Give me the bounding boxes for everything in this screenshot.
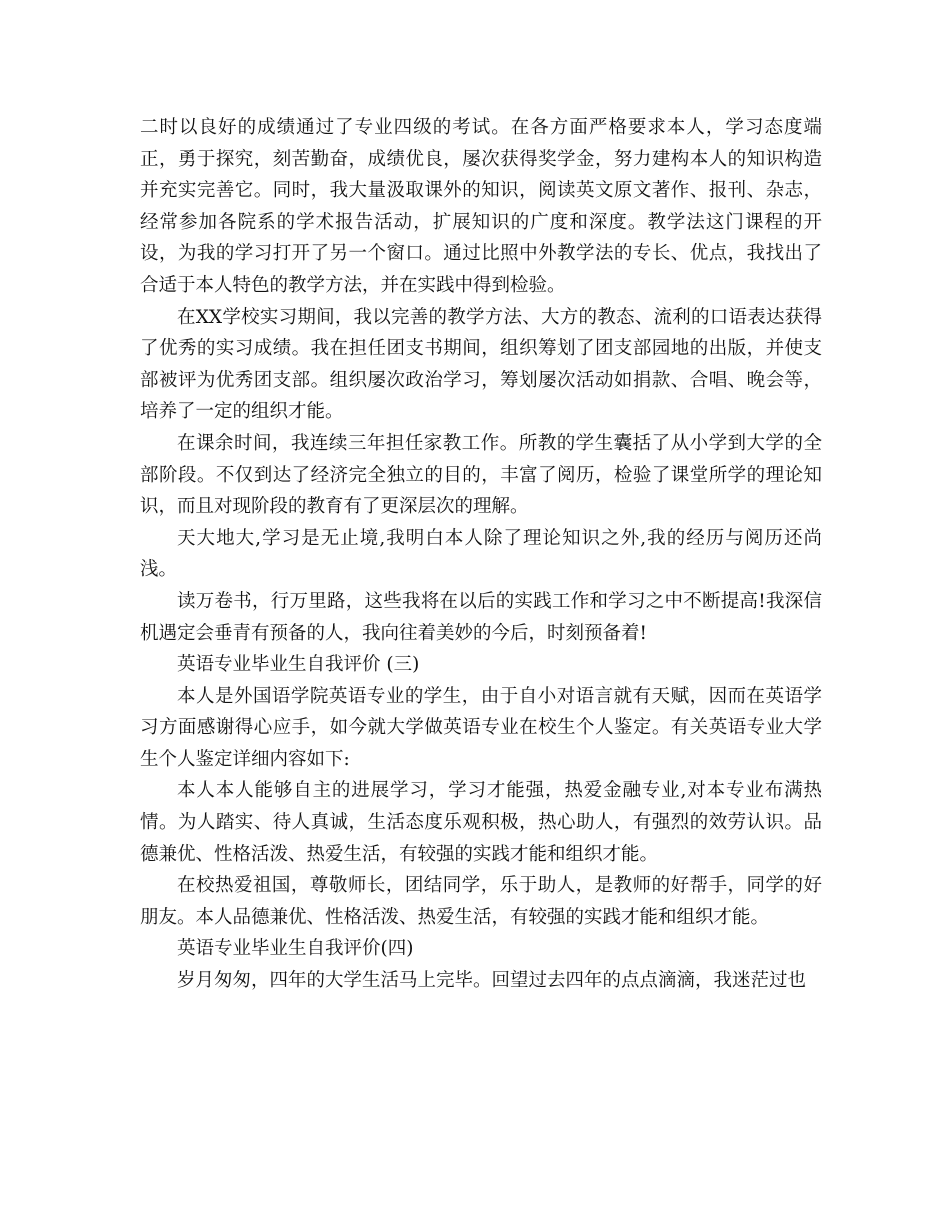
paragraph-abilities: 本人本人能够自主的进展学习，学习才能强，热爱金融专业,对本专业布满热情。为人踏实、待人真诚，生活态度乐观积极，热心助人，有强烈的效劳认识。品德兼优、性格活泼、热爱生活，有较强的实践才能和组织才能。	[140, 780, 822, 865]
paragraph-intro-three: 本人是外国语学院英语专业的学生，由于自小对语言就有天赋，因而在英语学习方面感谢得心应手，如今就大学做英语专业在校生个人鉴定。有关英语专业大学生个人鉴定详细内容如下:	[140, 685, 822, 770]
document-page	[140, 112, 822, 997]
paragraph-internship: 在XX学校实习期间，我以完善的教学方法、大方的教态、流利的口语表达获得了优秀的实习成绩。我在担任团支书期间，组织筹划了团支部园地的出版，并使支部被评为优秀团支部。组织屡次政治学习，筹划屡次活动如捐款、合唱、晚会等，培养了一定的组织才能。	[140, 306, 822, 423]
paragraph-future: 读万卷书，行万里路，这些我将在以后的实践工作和学习之中不断提高!我深信机遇定会垂青有预备的人，我向往着美妙的今后，时刻预备着!	[140, 590, 822, 644]
paragraph-tutoring: 在课余时间，我连续三年担任家教工作。所教的学生囊括了从小学到大学的全部阶段。不仅到达了经济完全独立的目的，丰富了阅历，检验了课堂所学的理论知识，而且对现阶段的教育有了更深层次的理解。	[140, 432, 822, 518]
paragraph-character: 在校热爱祖国，尊敬师长，团结同学，乐于助人，是教师的好帮手，同学的好朋友。本人品德兼优、性格活泼、热爱生活，有较强的实践才能和组织才能。	[140, 875, 822, 928]
paragraph-learning-endless: 天大地大,学习是无止境,我明白本人除了理论知识之外,我的经历与阅历还尚浅。	[140, 527, 822, 581]
paragraph-study-record: 二时以良好的成绩通过了专业四级的考试。在各方面严格要求本人，学习态度端正，勇于探究，刻苦勤奋，成绩优良，屡次获得奖学金，努力建构本人的知识构造并充实完善它。同时，我大量汲取课外的知识，阅读英文原文著作、报刊、杂志，经常参加各院系的学术报告活动，扩展知识的广度和深度。教学法这门课程的开设，为我的学习打开了另一个窗口。通过比照中外教学法的专长、优点，我找出了合适于本人特色的教学方法，并在实践中得到检验。	[140, 117, 822, 296]
paragraph-intro-four: 岁月匆匆，四年的大学生活马上完毕。回望过去四年的点点滴滴，我迷茫过也	[177, 970, 807, 992]
section-heading-four: 英语专业毕业生自我评价(四)	[177, 938, 414, 960]
section-heading-three: 英语专业毕业生自我评价 (三)	[177, 654, 420, 676]
